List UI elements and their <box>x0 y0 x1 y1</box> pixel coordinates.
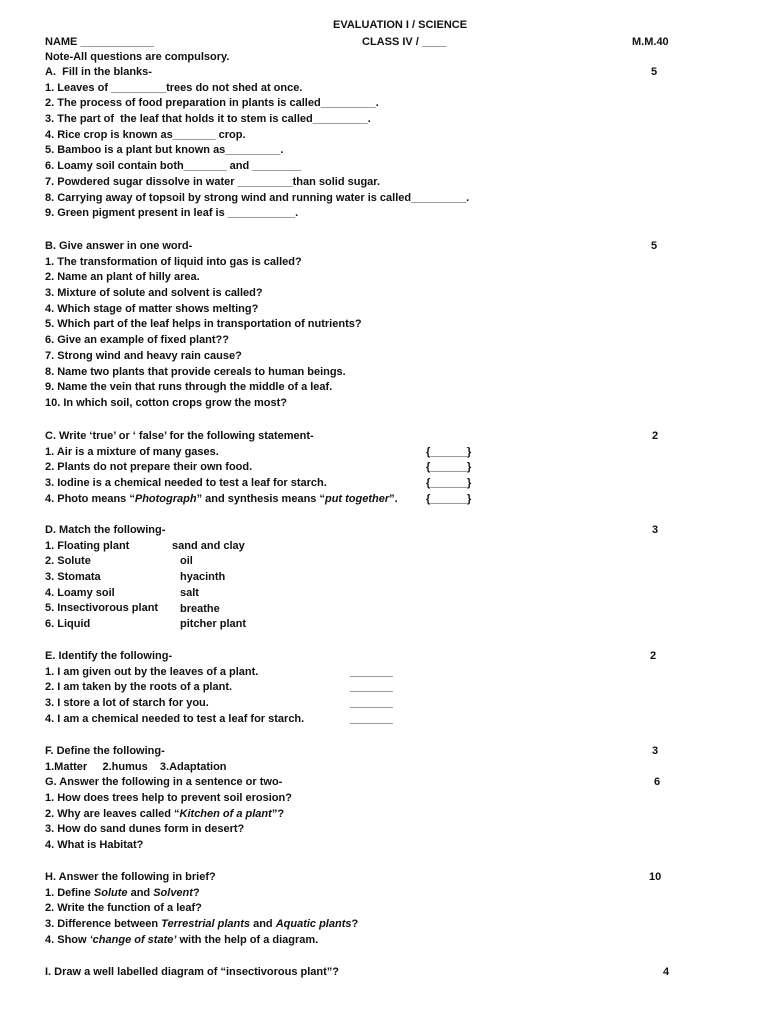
answer-blank[interactable]: {______} <box>426 461 472 474</box>
question-item: 6. Give an example of fixed plant?? <box>45 334 229 347</box>
section-e <box>45 649 304 727</box>
question-item: 8. Name two plants that provide cereals to human beings. <box>45 365 346 378</box>
question-item: 1. The transformation of liquid into gas is called? <box>45 255 302 268</box>
section-d <box>45 523 165 633</box>
section-marks: 4 <box>663 966 670 978</box>
question-item: 1. Air is a mixture of many gases. <box>45 445 219 458</box>
question-item: 4. Show ‘change of state’ with the help of a diagram. <box>45 933 319 946</box>
section-heading: F. Define the following- <box>45 745 165 757</box>
question-item: 5. Bamboo is a plant but known as_________. <box>45 144 284 157</box>
section-c <box>45 429 398 507</box>
section-heading: A. Fill in the blanks- <box>45 66 152 78</box>
match-left-item: 2. Solute <box>45 555 91 568</box>
section-heading: B. Give answer in one word- <box>45 240 193 252</box>
section-heading: I. Draw a well labelled diagram of “insectivorous plant”? <box>45 966 340 978</box>
answer-blank[interactable]: _______ <box>350 681 393 694</box>
question-item: 4. Photo means “Photograph” and synthesis means “put together”. <box>45 492 398 505</box>
section-heading: G. Answer the following in a sentence or two- <box>45 776 283 789</box>
question-item: 3. Mixture of solute and solvent is called? <box>45 287 263 300</box>
answer-blank[interactable]: _______ <box>350 665 393 678</box>
section-i <box>45 965 339 981</box>
class-field: CLASS IV / ____ <box>362 36 447 48</box>
section-marks: 2 <box>650 650 657 662</box>
section-f-g <box>45 744 292 854</box>
question-item: 9. Green pigment present in leaf is ___________. <box>45 207 299 220</box>
question-item: 2. Why are leaves called “Kitchen of a plant”? <box>45 807 285 820</box>
section-b <box>45 239 362 412</box>
question-item: 4. What is Habitat? <box>45 839 144 852</box>
match-left-item: 4. Loamy soil <box>45 586 115 599</box>
match-left-item: 3. Stomata <box>45 571 101 584</box>
question-item: 4. I am a chemical needed to test a leaf for starch. <box>45 712 305 725</box>
question-item: 3. I store a lot of starch for you. <box>45 697 209 710</box>
match-left-item: 6. Liquid <box>45 618 91 631</box>
question-item: 9. Name the vein that runs through the middle of a leaf. <box>45 381 333 394</box>
question-item: 2. I am taken by the roots of a plant. <box>45 681 233 694</box>
section-marks: 5 <box>651 240 658 252</box>
section-marks: 5 <box>651 66 658 78</box>
max-marks: M.M.40 <box>632 36 669 48</box>
question-item: 4. Which stage of matter shows melting? <box>45 302 259 315</box>
section-heading: E. Identify the following- <box>45 650 173 662</box>
section-a <box>45 65 469 222</box>
section-heading: D. Match the following- <box>45 524 166 536</box>
question-item: 1. How does trees help to prevent soil erosion? <box>45 792 292 805</box>
question-item: 1. Define Solute and Solvent? <box>45 886 200 899</box>
question-item: 10. In which soil, cotton crops grow the most? <box>45 396 288 409</box>
answer-blank[interactable]: _______ <box>350 712 393 725</box>
question-item: 8. Carrying away of topsoil by strong wind and running water is called_________. <box>45 191 470 204</box>
question-item: 1. Leaves of _________trees do not shed at once. <box>45 81 303 94</box>
answer-blank[interactable]: {______} <box>426 492 472 505</box>
name-field: NAME ____________ <box>45 36 154 48</box>
match-right-item: sand and clay <box>172 539 245 552</box>
question-item: 2. Plants do not prepare their own food. <box>45 461 253 474</box>
question-item: 7. Powdered sugar dissolve in water _________than solid sugar. <box>45 175 381 188</box>
section-heading: C. Write ‘true’ or ‘ false’ for the following statement- <box>45 430 314 442</box>
match-right-item: salt <box>180 586 199 599</box>
match-right-item: pitcher plant <box>180 618 247 631</box>
answer-blank[interactable]: {______} <box>426 477 472 490</box>
match-left-item: 5. Insectivorous plant <box>45 602 159 615</box>
answer-blank[interactable]: _______ <box>350 697 393 710</box>
question-item: 3. How do sand dunes form in desert? <box>45 823 245 836</box>
match-right-item: oil <box>180 555 193 568</box>
question-item: 7. Strong wind and heavy rain cause? <box>45 349 242 362</box>
section-marks: 3 <box>652 745 659 757</box>
question-item: 3. Iodine is a chemical needed to test a leaf for starch. <box>45 477 327 490</box>
match-right-item: breathe <box>180 602 220 615</box>
match-right-item: hyacinth <box>180 571 226 584</box>
question-item: 5. Which part of the leaf helps in transportation of nutrients? <box>45 318 362 331</box>
page-title: EVALUATION I / SCIENCE <box>333 19 468 31</box>
question-item: 2. Name an plant of hilly area. <box>45 271 200 284</box>
instruction-note: Note-All questions are compulsory. <box>45 51 230 63</box>
section-marks: 3 <box>652 524 659 536</box>
question-item: 4. Rice crop is known as_______ crop. <box>45 128 246 141</box>
question-item: 2. Write the function of a leaf? <box>45 902 202 915</box>
question-item: 1.Matter 2.humus 3.Adaptation <box>45 760 227 773</box>
question-item: 1. I am given out by the leaves of a plant. <box>45 665 259 678</box>
section-marks: 10 <box>649 871 662 883</box>
question-item: 2. The process of food preparation in plants is called_________. <box>45 97 379 110</box>
answer-blank[interactable]: {______} <box>426 445 472 458</box>
question-item: 6. Loamy soil contain both_______ and ________ <box>45 160 302 173</box>
section-h <box>45 870 358 948</box>
question-item: 3. Difference between Terrestrial plants and Aquatic plants? <box>45 918 359 931</box>
section-heading: H. Answer the following in brief? <box>45 871 216 883</box>
question-item: 3. The part of the leaf that holds it to stem is called_________. <box>45 113 371 126</box>
match-left-item: 1. Floating plant <box>45 539 130 552</box>
section-marks: 6 <box>654 776 661 789</box>
section-marks: 2 <box>652 430 659 442</box>
